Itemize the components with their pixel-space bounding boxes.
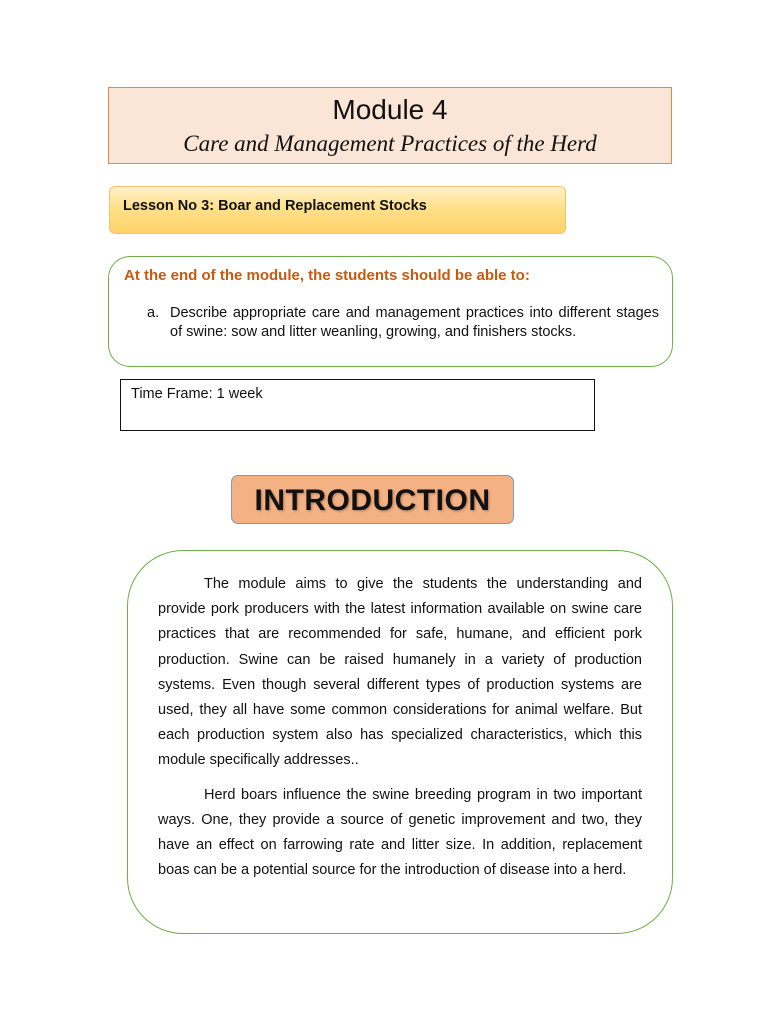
module-title: Module 4 [332,94,448,125]
introduction-box [127,550,673,934]
objective-marker: a. [147,305,160,321]
introduction-paragraph: The module aims to give the students the understanding and provide pork producers with the latest information available on swine care practices that are recommended for safe, humane, and efficient pork production. Swine can be raised humanely in a variety of production systems. Even though several different types of production systems are used, they all have some common considerations for animal welfare. But each production system also has specialized characteristics, which this module specifically addresses.. [158,576,642,769]
introduction-paragraph: Herd boars influence the swine breeding program in two important ways. One, they provide a source of genetic improvement and two, they have an effect on farrowing rate and litter size. In addition, replacement boas can be a potential source for the introduction of disease into a herd. [158,786,642,879]
objective-text: Describe appropriate care and management practices into different stages of swine: sow and litter weanling, growing, and finishers stocks. [170,305,659,340]
module-subtitle: Care and Management Practices of the Herd [183,131,597,156]
learning-objectives-box [108,256,673,367]
lesson-title: Lesson No 3: Boar and Replacement Stocks [123,198,427,214]
lesson-banner [109,186,566,234]
time-frame-box [120,379,595,431]
time-frame-text: Time Frame: 1 week [131,386,263,402]
objectives-heading: At the end of the module, the students should be able to: [124,267,530,284]
module-header [108,87,672,164]
introduction-heading: INTRODUCTION [231,475,514,524]
objective-item [147,304,659,342]
